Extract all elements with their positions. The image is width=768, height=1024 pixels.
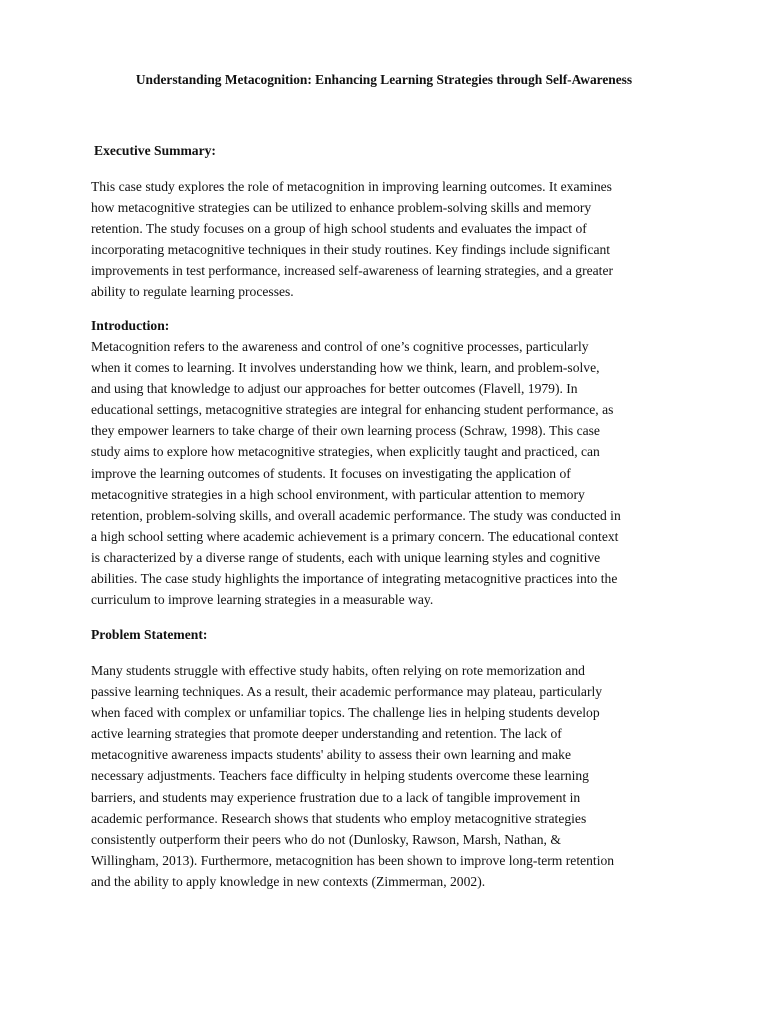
- text-line: and the ability to apply knowledge in new contexts (Zimmerman, 2002).: [91, 873, 486, 889]
- text-line: abilities. The case study highlights the importance of integrating metacognitive practices into the: [91, 571, 618, 587]
- text-line: how metacognitive strategies can be utilized to enhance problem-solving skills and memory: [91, 200, 592, 216]
- text-line: incorporating metacognitive techniques in their study routines. Key findings include significant: [91, 242, 611, 258]
- text-line: metacognitive awareness impacts students' ability to assess their own learning and make: [91, 747, 571, 763]
- text-line: improve the learning outcomes of students. It focuses on investigating the application of: [91, 465, 571, 481]
- document-title: Understanding Metacognition: Enhancing Learning Strategies through Self-Awareness: [135, 72, 633, 87]
- text-line: This case study explores the role of metacognition in improving learning outcomes. It examines: [91, 179, 612, 194]
- text-line: Metacognition refers to the awareness and control of one’s cognitive processes, particularly: [91, 339, 589, 354]
- problem-statement-paragraph: [91, 660, 683, 892]
- text-line: study aims to explore how metacognitive strategies, when explicitly taught and practiced, can: [91, 444, 600, 460]
- text-line: ability to regulate learning processes.: [91, 284, 294, 300]
- text-line: metacognitive strategies in a high school environment, with particular attention to memory: [91, 486, 585, 502]
- executive-summary-paragraph: [91, 176, 683, 303]
- text-line: consistently outperform their peers who do not (Dunlosky, Rawson, Marsh, Nathan, &: [91, 831, 561, 847]
- text-line: when it comes to learning. It involves understanding how we think, learn, and problem-solve,: [91, 360, 600, 376]
- text-line: is characterized by a diverse range of students, each with unique learning styles and cognitive: [91, 549, 601, 565]
- text-line: retention. The study focuses on a group of high school students and evaluates the impact of: [91, 221, 587, 237]
- text-line: improvements in test performance, increased self-awareness of learning strategies, and a greater: [91, 263, 613, 279]
- text-line: and using that knowledge to adjust our approaches for better outcomes (Flavell, 1979). In: [91, 381, 578, 397]
- executive-summary-heading: Executive Summary:: [94, 143, 216, 158]
- text-line: they empower learners to take charge of their own learning process (Schraw, 1998). This case: [91, 423, 600, 439]
- text-line: passive learning techniques. As a result, their academic performance may plateau, particularly: [91, 684, 603, 700]
- problem-statement-heading: Problem Statement:: [91, 627, 208, 642]
- text-line: educational settings, metacognitive strategies are integral for enhancing student performance, as: [91, 402, 614, 418]
- text-line: Willingham, 2013). Furthermore, metacognition has been shown to improve long-term retention: [91, 852, 615, 868]
- introduction-paragraph: [91, 336, 683, 610]
- text-line: active learning strategies that promote deeper understanding and retention. The lack of: [91, 726, 562, 742]
- introduction-heading: Introduction:: [91, 318, 170, 333]
- text-line: when faced with complex or unfamiliar topics. The challenge lies in helping students develop: [91, 705, 600, 721]
- text-line: curriculum to improve learning strategies in a measurable way.: [91, 592, 434, 608]
- text-line: academic performance. Research shows that students who employ metacognitive strategies: [91, 810, 587, 826]
- text-line: Many students struggle with effective study habits, often relying on rote memorization and: [91, 663, 585, 678]
- text-line: necessary adjustments. Teachers face difficulty in helping students overcome these learning: [91, 768, 589, 784]
- text-line: a high school setting where academic achievement is a primary concern. The educational context: [91, 528, 619, 544]
- text-line: retention, problem-solving skills, and overall academic performance. The study was conducted in: [91, 507, 621, 523]
- text-line: barriers, and students may experience frustration due to a lack of tangible improvement in: [91, 789, 581, 805]
